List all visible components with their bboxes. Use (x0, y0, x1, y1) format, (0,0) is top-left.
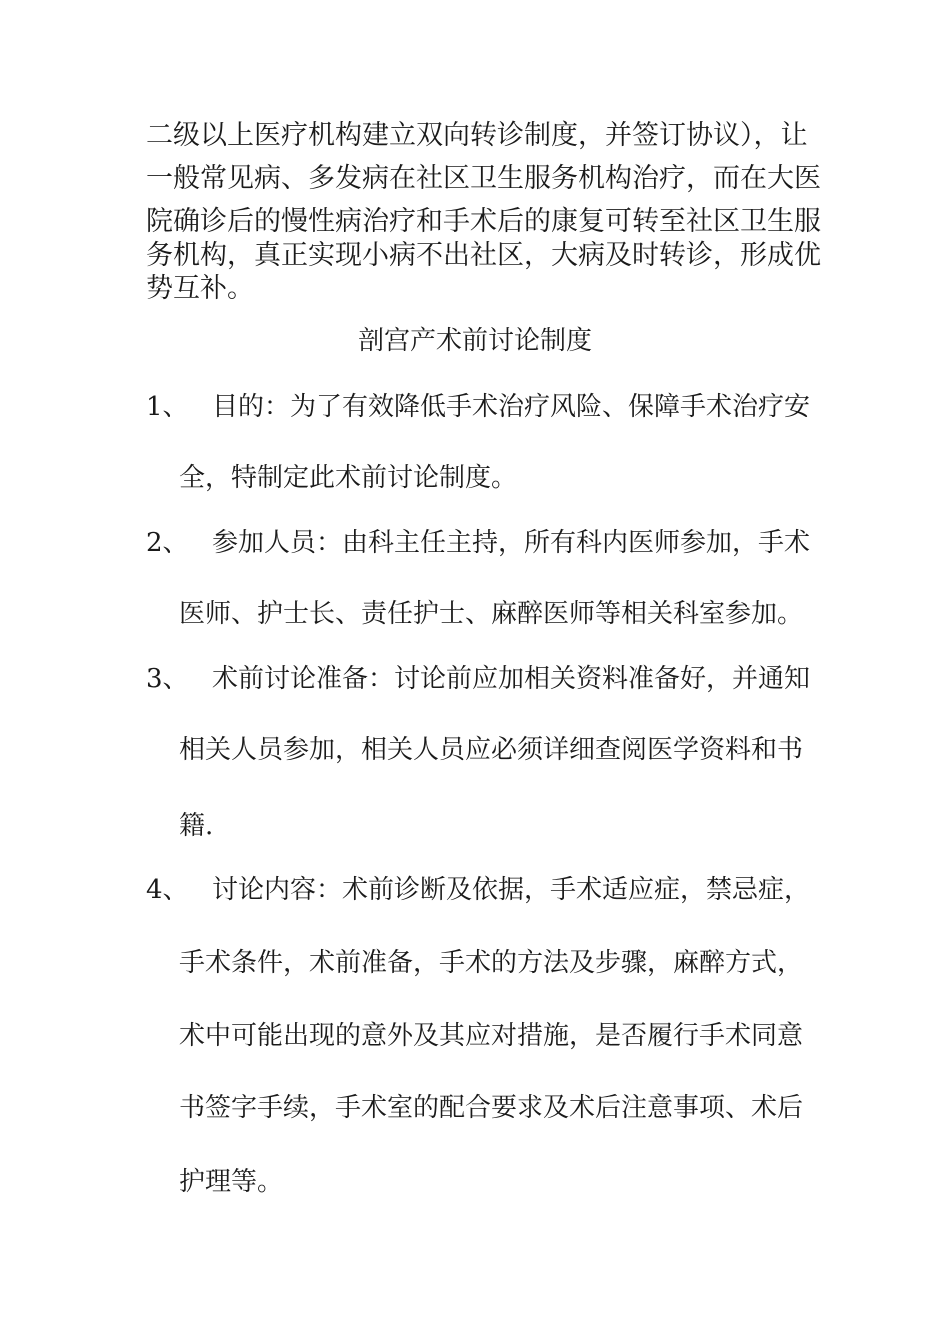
item-number: 2、 (146, 528, 189, 558)
item-text-line: 术中可能出现的意外及其应对措施，是否履行手术同意 (179, 1021, 804, 1051)
intro-line: 二级以上医疗机构建立双向转诊制度，并签订协议），让 (146, 120, 808, 151)
item-text-line: 书签字手续，手术室的配合要求及术后注意事项、术后 (179, 1093, 804, 1123)
item-text-line: 目的：为了有效降低手术治疗风险、保障手术治疗安 (212, 392, 811, 422)
item-text-line: 相关人员参加，相关人员应必须详细查阅医学资料和书 (179, 735, 804, 765)
section-heading: 剖宫产术前讨论制度 (357, 326, 592, 356)
item-text-line: 医师、护士长、责任护士、麻醉医师等相关科室参加。 (179, 599, 804, 629)
intro-line: 一般常见病、多发病在社区卫生服务机构治疗，而在大医 (146, 163, 821, 194)
item-number: 4、 (146, 875, 189, 905)
intro-line: 院确诊后的慢性病治疗和手术后的康复可转至社区卫生服 (146, 206, 821, 237)
intro-line: 势互补。 (146, 273, 254, 304)
intro-line: 务机构，真正实现小病不出社区，大病及时转诊，形成优 (146, 240, 821, 271)
item-number: 3、 (146, 664, 189, 694)
item-text-line: 参加人员：由科主任主持，所有科内医师参加，手术 (212, 528, 811, 558)
item-text-line: 全，特制定此术前讨论制度。 (179, 463, 518, 493)
item-text-line: 术前讨论准备：讨论前应加相关资料准备好，并通知 (212, 664, 811, 694)
item-number: 1、 (146, 392, 189, 422)
item-text-line: 护理等。 (179, 1167, 284, 1197)
item-text-line: 籍. (179, 811, 214, 841)
item-text-line: 手术条件，术前准备，手术的方法及步骤，麻醉方式， (179, 948, 804, 978)
item-text-line: 讨论内容：术前诊断及依据，手术适应症，禁忌症， (212, 875, 811, 905)
